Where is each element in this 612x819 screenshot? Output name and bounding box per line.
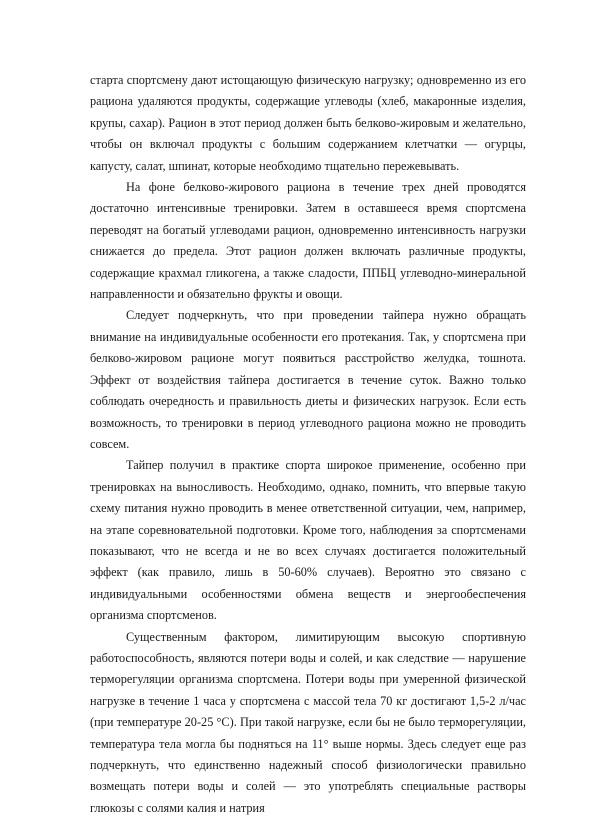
paragraph-water-loss: Существенным фактором, лимитирующим высокую спортивную работоспособность, являются потери воды и солей, и как следствие — нарушение терморегуляции организма спортсмена. Потери воды при умеренной физической нагрузке в течение 1 часа у спортсмена с массой тела 70 кг достигают 1,5-2 л/час (при температуре 20-25 °С). При такой нагрузке, если бы не было терморегуляции, температура тела могла бы подняться на 11° выше нормы. Здесь следует еще раз подчеркнуть, что единственно надежный способ физиологически правильно возмещать потери воды и солей — это употреблять специальные растворы глюкозы с солями калия и натрия — [90, 629, 526, 815]
paragraph-individual-features: Следует подчеркнуть, что при проведении тайпера нужно обращать внимание на индивидуальные особенности его протекания. Так, у спортсмена при белково-жировом рационе могут появиться расстройство желудка, тошнота. Эффект от воздействия тайпера достигается в течение суток. Важно только соблюдать очередность и правильность диеты и физических нагрузок. Если есть возможность, то тренировки в период углеводного рациона можно не проводить совсем. — [90, 308, 526, 451]
paragraph-continuation: старта спортсмену дают истощающую физическую нагрузку; одновременно из его рациона удаляются продукты, содержащие углеводы (хлеб, макаронные изделия, крупы, сахар). Рацион в этот период должен быть белково-жировым и желательно, чтобы он включал продукты с большим содержанием клетчатки — огурцы, капусту, салат, шпинат, которые необходимо тщательно пережевывать. — [90, 73, 526, 173]
body-text — [90, 70, 526, 819]
paragraph-protein-fat-diet: На фоне белково-жирового рациона в течение трех дней проводятся достаточно интенсивные тренировки. Затем в оставшееся время спортсмена переводят на богатый углеводами рацион, одновременно интенсивность нагрузки снижается до предела. Этот рацион должен включать различные продукты, содержащие крахмал гликогена, а также сладости, ППБЦ углеводно-минеральной направленности и обязательно фрукты и овощи. — [90, 180, 526, 302]
paragraph-taper-application: Тайпер получил в практике спорта широкое применение, особенно при тренировках на выносливость. Необходимо, однако, помнить, что впервые такую схему питания нужно проводить в менее ответственной ситуации, чем, например, на этапе соревновательной подготовки. Кроме того, наблюдения за спортсменами показывают, что не всегда и не во всех случаях достигается положительный эффект (как правило, лишь в 50-60% случаев). Вероятно это связано с индивидуальными особенностями обмена веществ и энергообеспечения организма спортсменов. — [90, 458, 526, 623]
